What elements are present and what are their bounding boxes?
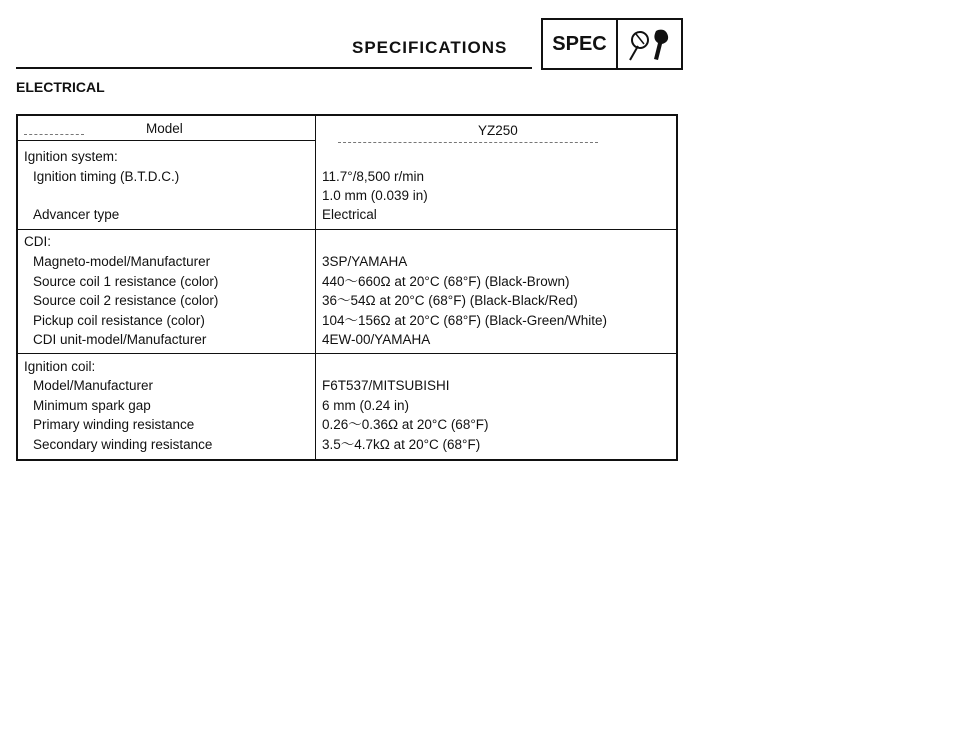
caliper-wrench-icon: [618, 20, 681, 68]
row-label: Secondary winding resistance: [33, 437, 213, 452]
group-title: Ignition coil:: [24, 359, 96, 374]
row-value: 1.0 mm (0.039 in): [322, 188, 428, 203]
group-divider: [18, 353, 676, 354]
row-label: Magneto-model/Manufacturer: [33, 254, 211, 269]
group-title: Ignition system:: [24, 149, 118, 164]
column-divider: [315, 116, 316, 459]
group-title: CDI:: [24, 234, 51, 249]
row-label: Minimum spark gap: [33, 398, 151, 413]
header-dash-left: [24, 134, 84, 135]
header-rule: [16, 67, 532, 69]
section-title: ELECTRICAL: [16, 79, 105, 95]
header-dash-right: [338, 142, 598, 143]
row-label: Pickup coil resistance (color): [33, 313, 205, 328]
row-value: 3SP/YAMAHA: [322, 254, 408, 269]
electrical-spec-table: [16, 114, 678, 461]
row-label: Source coil 1 resistance (color): [33, 274, 219, 289]
model-header: Model: [146, 121, 183, 136]
row-label: Model/Manufacturer: [33, 378, 154, 393]
row-value: F6T537/MITSUBISHI: [322, 378, 450, 393]
header-rule-left: [18, 140, 315, 141]
row-value: 3.5～4.7kΩ at 20°C (68°F): [322, 437, 481, 452]
row-label: Advancer type: [33, 207, 120, 222]
spec-badge-label: SPEC: [543, 20, 618, 68]
row-label: Ignition timing (B.T.D.C.): [33, 169, 180, 184]
row-value: 104～156Ω at 20°C (68°F) (Black-Green/White): [322, 313, 607, 328]
row-value: 0.26～0.36Ω at 20°C (68°F): [322, 417, 489, 432]
row-value: 440～660Ω at 20°C (68°F) (Black-Brown): [322, 274, 570, 289]
row-value: 6 mm (0.24 in): [322, 398, 410, 413]
row-label: Primary winding resistance: [33, 417, 195, 432]
group-divider: [18, 229, 676, 230]
row-value: Electrical: [322, 207, 377, 222]
page-title: SPECIFICATIONS: [352, 38, 508, 57]
row-value: 36～54Ω at 20°C (68°F) (Black-Black/Red): [322, 293, 578, 308]
row-value: 11.7°/8,500 r/min: [322, 169, 424, 184]
row-value: 4EW-00/YAMAHA: [322, 332, 431, 347]
model-value-header: YZ250: [478, 123, 518, 138]
row-label: Source coil 2 resistance (color): [33, 293, 219, 308]
spec-badge: [541, 18, 683, 70]
row-label: CDI unit-model/Manufacturer: [33, 332, 207, 347]
